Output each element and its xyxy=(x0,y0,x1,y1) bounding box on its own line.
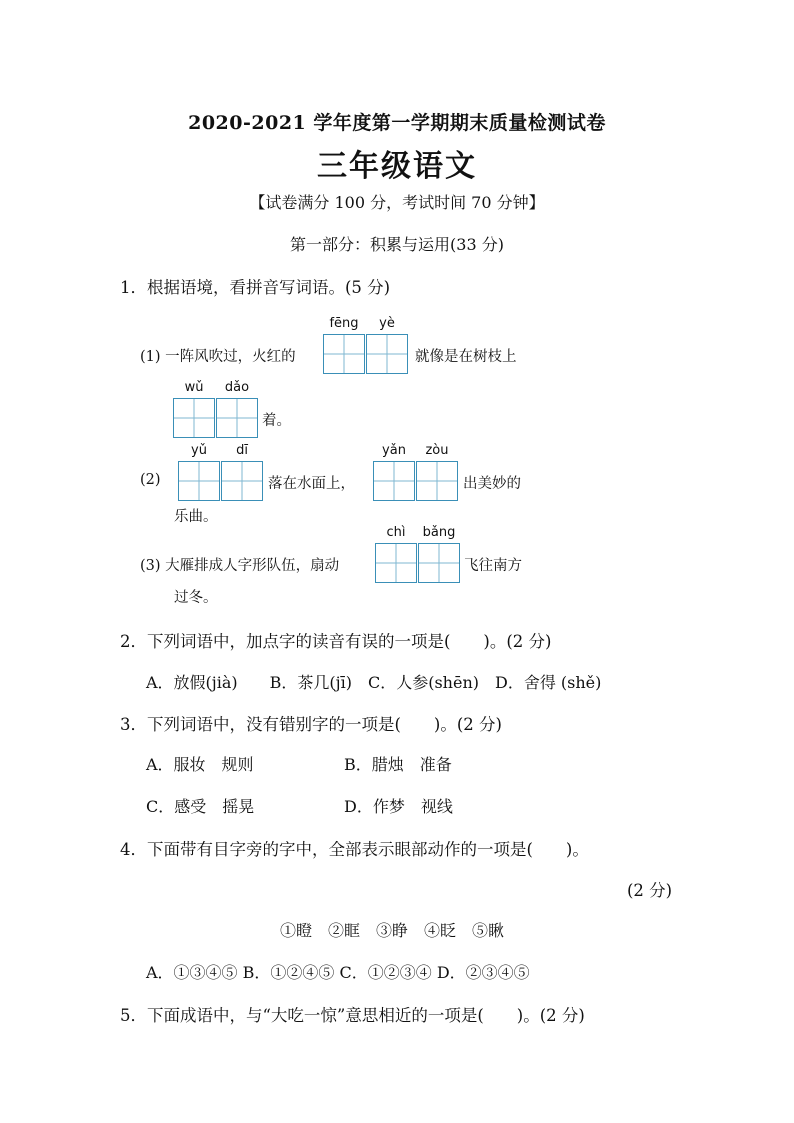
q1-s3-pinyin-1: chì xyxy=(386,525,406,540)
question-5-stem: 5．下面成语中，与“大吃一惊”意思相近的一项是( )。(2 分) xyxy=(120,1006,585,1025)
question-1-stem: 1．根据语境，看拼音写词语。(5 分) xyxy=(120,278,391,297)
part-heading: 第一部分：积累与运用(33 分) xyxy=(290,235,504,254)
q1-s1-text-c: 着。 xyxy=(262,413,291,429)
question-2-stem: 2．下列词语中，加点字的读音有误的一项是( )。(2 分) xyxy=(120,632,552,651)
exam-subtitle: 三年级语文 xyxy=(317,149,477,184)
q1-s2-pinyin-2: dī xyxy=(236,443,248,458)
q1-s3-text-c: 过冬。 xyxy=(174,590,218,606)
question-3-option-b: B．腊烛 准备 xyxy=(344,755,452,774)
q1-s1-answer-box-4[interactable] xyxy=(216,398,258,438)
q1-s2-label: (2) xyxy=(140,472,161,488)
q1-s2-answer-box-2[interactable] xyxy=(221,461,263,501)
q1-s1-answer-box-2[interactable] xyxy=(366,334,408,374)
q1-s2-pinyin-1: yǔ xyxy=(191,443,207,458)
q1-s2-text-a: 落在水面上， xyxy=(268,476,355,492)
q1-s2-answer-box-3[interactable] xyxy=(373,461,415,501)
q1-s1-text-a: (1) 一阵风吹过，火红的 xyxy=(140,349,296,365)
q1-s3-answer-box-1[interactable] xyxy=(375,543,417,583)
q1-s1-text-b: 就像是在树枝上 xyxy=(415,349,517,365)
question-3-option-c: C．感受 摇晃 xyxy=(146,797,255,816)
q1-s2-answer-box-1[interactable] xyxy=(178,461,220,501)
q1-s2-text-b: 出美妙的 xyxy=(463,476,521,492)
question-3-stem: 3．下列词语中，没有错别字的一项是( )。(2 分) xyxy=(120,715,502,734)
question-2-options: A．放假(jià) B．茶几(jī) C．人参(shēn) D．舍得 (shě) xyxy=(146,673,602,692)
question-4-score: (2 分) xyxy=(627,881,673,900)
q1-s1-answer-box-1[interactable] xyxy=(323,334,365,374)
question-4-options: A．①③④⑤ B．①②④⑤ C．①②③④ D．②③④⑤ xyxy=(146,963,530,982)
q1-s3-pinyin-2: bǎng xyxy=(422,525,456,540)
q1-s3-answer-box-2[interactable] xyxy=(418,543,460,583)
question-3-option-d: D．作梦 视线 xyxy=(344,797,453,816)
question-4-characters: ①瞪 ②眶 ③睁 ④眨 ⑤瞅 xyxy=(280,921,505,940)
q1-s1-pinyin-3: wǔ xyxy=(184,380,204,395)
q1-s2-answer-box-4[interactable] xyxy=(416,461,458,501)
q1-s1-pinyin-2: yè xyxy=(379,316,395,331)
q1-s1-pinyin-4: dǎo xyxy=(224,380,250,395)
q1-s3-text-b: 飞往南方 xyxy=(464,558,522,574)
q1-s2-text-c: 乐曲。 xyxy=(174,509,218,525)
q1-s2-pinyin-3: yǎn xyxy=(382,443,406,458)
question-3-option-a: A．服妆 规则 xyxy=(146,755,254,774)
exam-title: 2020-2021 学年度第一学期期末质量检测试卷 xyxy=(188,112,606,134)
q1-s1-answer-box-3[interactable] xyxy=(173,398,215,438)
exam-note: 【试卷满分 100 分，考试时间 70 分钟】 xyxy=(249,193,545,212)
q1-s1-pinyin-1: fēng xyxy=(329,316,359,331)
q1-s3-text-a: (3) 大雁排成人字形队伍，扇动 xyxy=(140,558,340,574)
question-4-stem: 4．下面带有目字旁的字中，全部表示眼部动作的一项是( )。 xyxy=(120,840,589,859)
q1-s2-pinyin-4: zòu xyxy=(425,443,449,458)
